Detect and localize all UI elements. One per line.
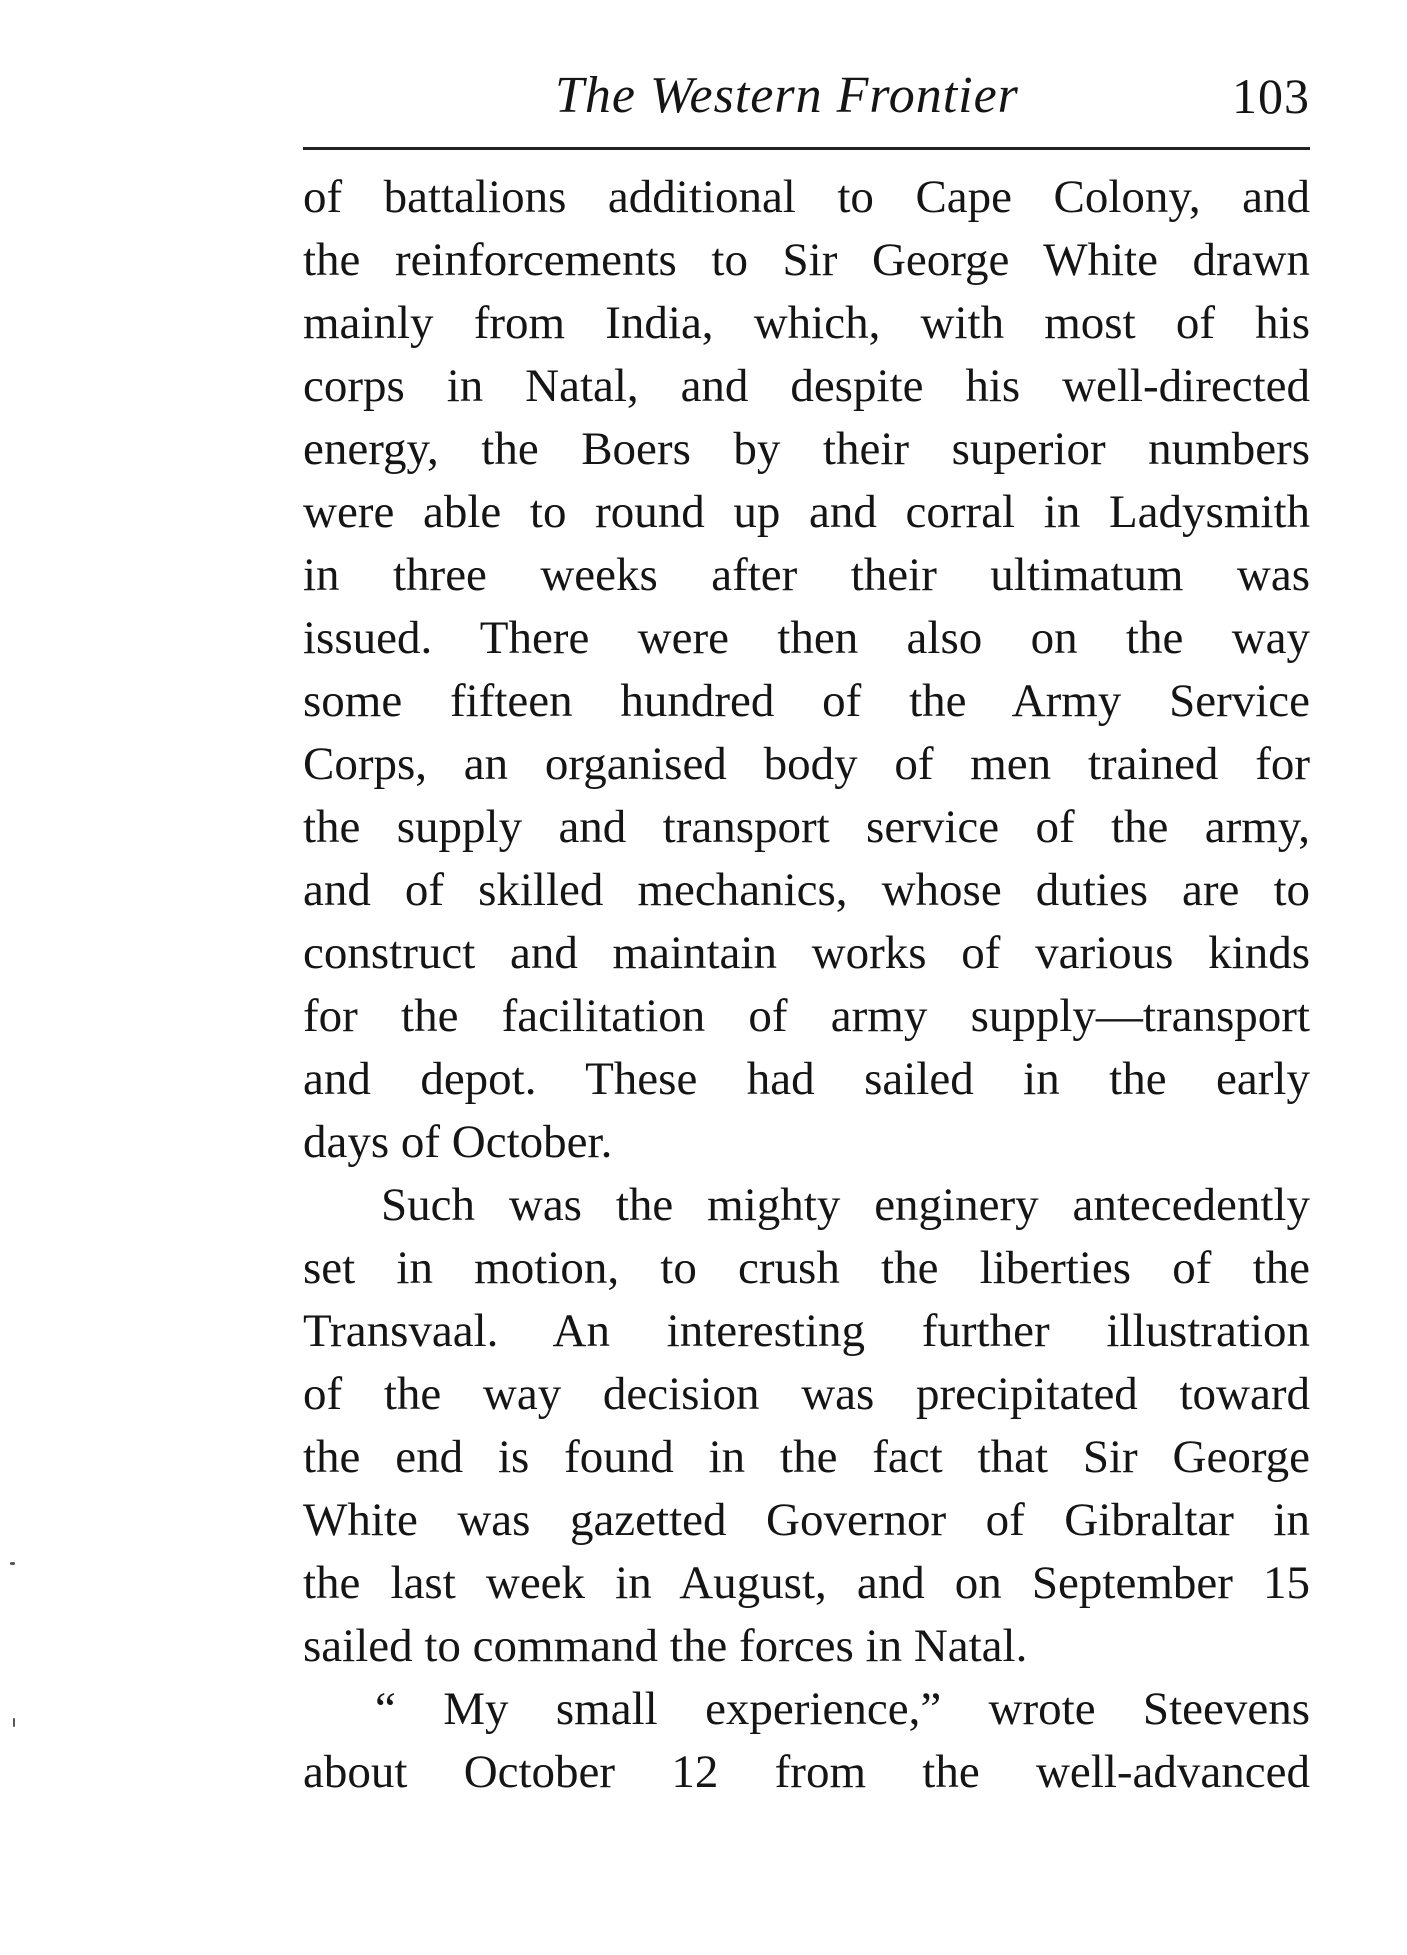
header-rule (303, 147, 1310, 150)
text-line: the end is found in the fact that Sir George (303, 1431, 1310, 1483)
text-line: and of skilled mechanics, whose duties are to (303, 864, 1310, 916)
text-line: about October 12 from the well-advanced (303, 1746, 1310, 1798)
text-line: construct and maintain works of various kinds (303, 927, 1310, 979)
text-line: Corps, an organised body of men trained for (303, 738, 1310, 790)
paragraph-start-line: “ My small experience,” wrote Steevens (375, 1683, 1310, 1735)
text-line: were able to round up and corral in Ladysmith (303, 486, 1310, 538)
text-line: Transvaal. An interesting further illustration (303, 1305, 1310, 1357)
body-text (303, 166, 1310, 1804)
page-number: 103 (1232, 68, 1310, 124)
text-line: of the way decision was precipitated toward (303, 1368, 1310, 1420)
text-line: and depot. These had sailed in the early (303, 1053, 1310, 1105)
text-line: of battalions additional to Cape Colony, and (303, 171, 1310, 223)
text-line: energy, the Boers by their superior numbers (303, 423, 1310, 475)
text-line: set in motion, to crush the liberties of the (303, 1242, 1310, 1294)
margin-speck (13, 1718, 15, 1727)
paragraph-end-line: sailed to command the forces in Natal. (303, 1620, 1028, 1672)
text-line: some fifteen hundred of the Army Service (303, 675, 1310, 727)
text-line: corps in Natal, and despite his well-directed (303, 360, 1310, 412)
text-line: the last week in August, and on September 15 (303, 1557, 1310, 1609)
paragraph-end-line: days of October. (303, 1116, 613, 1168)
text-line: mainly from India, which, with most of his (303, 297, 1310, 349)
text-line: White was gazetted Governor of Gibraltar in (303, 1494, 1310, 1546)
text-line: issued. There were then also on the way (303, 612, 1310, 664)
text-line: for the facilitation of army supply—transport (303, 990, 1310, 1042)
running-head (303, 62, 1310, 130)
text-line: in three weeks after their ultimatum was (303, 549, 1310, 601)
text-line: the reinforcements to Sir George White drawn (303, 234, 1310, 286)
text-line: the supply and transport service of the army, (303, 801, 1310, 853)
paragraph-start-line: Such was the mighty enginery antecedently (381, 1179, 1310, 1231)
margin-speck (10, 1562, 15, 1565)
running-title: The Western Frontier (555, 67, 1019, 124)
